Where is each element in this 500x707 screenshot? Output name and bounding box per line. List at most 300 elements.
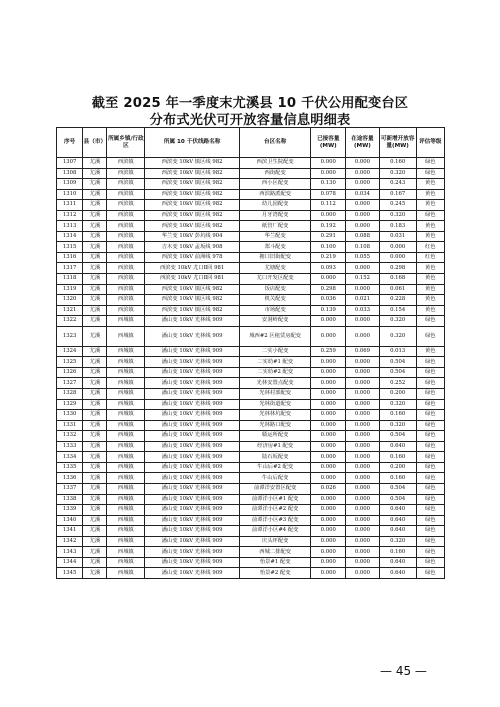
area-name-cell: 光林街道配变: [239, 399, 311, 410]
line-name-cell: 西滨变 10kV 镇区线 982: [145, 189, 240, 200]
available-capacity-cell: 0.000: [379, 242, 416, 253]
connected-capacity-cell: 0.000: [311, 420, 346, 431]
pending-capacity-cell: 0.000: [346, 179, 380, 190]
grade-cell: 黄色: [416, 263, 444, 274]
available-capacity-cell: 0.160: [379, 410, 416, 421]
page-number: — 45 —: [380, 664, 427, 678]
line-name-cell: 潘山变 10kV 光林线 909: [145, 483, 240, 494]
area-name-cell: 光林林坑配变: [239, 410, 311, 421]
available-capacity-cell: 0.640: [379, 505, 416, 516]
available-capacity-cell: 0.000: [379, 252, 416, 263]
table-row: [57, 168, 445, 179]
line-name-cell: 潘山变 10kV 光林线 909: [145, 526, 240, 537]
pending-capacity-cell: 0.000: [346, 326, 380, 346]
row-number: 1332: [57, 431, 83, 442]
county-cell: 尤溪: [83, 568, 107, 579]
county-cell: 尤溪: [83, 168, 107, 179]
town-cell: 西滨镇: [107, 274, 145, 285]
town-cell: 西滨镇: [107, 221, 145, 232]
area-name-cell: 庆头坪配变: [239, 536, 311, 547]
table-row: [57, 210, 445, 221]
line-name-cell: 潘山变 10kV 光林线 909: [145, 346, 240, 357]
table-row: [57, 242, 445, 253]
table-row: [57, 158, 445, 169]
connected-capacity-cell: 0.100: [311, 242, 346, 253]
table-row: [57, 357, 445, 368]
line-name-cell: 西滨变 10kV 镇区线 982: [145, 179, 240, 190]
area-name-cell: 机关配变: [239, 295, 311, 306]
pending-capacity-cell: 0.000: [346, 389, 380, 400]
row-number: 1323: [57, 326, 83, 346]
pending-capacity-cell: 0.034: [346, 189, 380, 200]
table-row: [57, 367, 445, 378]
line-name-cell: 潘山变 10kV 光林线 909: [145, 547, 240, 558]
connected-capacity-cell: 0.000: [311, 378, 346, 389]
connected-capacity-cell: 0.000: [311, 389, 346, 400]
connected-capacity-cell: 0.000: [311, 494, 346, 505]
county-cell: 尤溪: [83, 326, 107, 346]
town-cell: 西城镇: [107, 494, 145, 505]
county-cell: 尤溪: [83, 189, 107, 200]
town-cell: 西城镇: [107, 326, 145, 346]
row-number: 1334: [57, 452, 83, 463]
area-name-cell: 牛山后配变: [239, 473, 311, 484]
line-name-cell: 潘山变 10kV 光林线 909: [145, 536, 240, 547]
county-cell: 尤溪: [83, 242, 107, 253]
available-capacity-cell: 0.504: [379, 431, 416, 442]
available-capacity-cell: 0.160: [379, 473, 416, 484]
row-number: 1326: [57, 367, 83, 378]
grade-cell: 绿色: [416, 389, 444, 400]
line-name-cell: 潘山变 10kV 光林线 909: [145, 494, 240, 505]
pending-capacity-cell: 0.000: [346, 420, 380, 431]
table-row: [57, 389, 445, 400]
row-number: 1343: [57, 547, 83, 558]
grade-cell: 绿色: [416, 568, 444, 579]
grade-cell: 黄色: [416, 274, 444, 285]
available-capacity-cell: 0.504: [379, 494, 416, 505]
town-cell: 西滨镇: [107, 284, 145, 295]
connected-capacity-cell: 0.000: [311, 452, 346, 463]
table-row: [57, 452, 445, 463]
pending-capacity-cell: 0.152: [346, 274, 380, 285]
line-name-cell: 潘山变 10kV 光林线 909: [145, 452, 240, 463]
town-cell: 西滨镇: [107, 158, 145, 169]
county-cell: 尤溪: [83, 357, 107, 368]
grade-cell: 绿色: [416, 452, 444, 463]
area-name-cell: 西街配变: [239, 168, 311, 179]
grade-cell: 绿色: [416, 410, 444, 421]
row-number: 1327: [57, 378, 83, 389]
line-name-cell: 西滨变 10kV 镇区线 982: [145, 305, 240, 316]
pending-capacity-cell: 0.000: [346, 168, 380, 179]
line-name-cell: 西滨变 10kV 镇区线 982: [145, 284, 240, 295]
area-name-cell: 月牙湾配变: [239, 210, 311, 221]
line-name-cell: 西滨变 10kV 镇区线 982: [145, 158, 240, 169]
available-capacity-cell: 0.200: [379, 389, 416, 400]
pending-capacity-cell: 0.000: [346, 410, 380, 421]
table-row: [57, 536, 445, 547]
available-capacity-cell: 0.320: [379, 326, 416, 346]
table-header-row: [57, 128, 445, 158]
pending-capacity-cell: 0.000: [346, 263, 380, 274]
grade-cell: 绿色: [416, 367, 444, 378]
header-cell: 台区名称: [239, 128, 311, 158]
line-name-cell: 西滨变 10kV 镇区线 982: [145, 168, 240, 179]
area-name-cell: 前谭洋安置区配变: [239, 483, 311, 494]
row-number: 1340: [57, 515, 83, 526]
grade-cell: 黄色: [416, 179, 444, 190]
grade-cell: 红色: [416, 252, 444, 263]
row-number: 1339: [57, 505, 83, 516]
area-name-cell: 光林路口配变: [239, 420, 311, 431]
table-row: [57, 410, 445, 421]
line-name-cell: 潘山变 10kV 光林线 909: [145, 431, 240, 442]
area-name-cell: 光林安置点配变: [239, 378, 311, 389]
town-cell: 西城镇: [107, 483, 145, 494]
grade-cell: 绿色: [416, 431, 444, 442]
area-name-cell: 二实小配变: [239, 346, 311, 357]
table-row: [57, 326, 445, 346]
grade-cell: 绿色: [416, 473, 444, 484]
connected-capacity-cell: 0.078: [311, 189, 346, 200]
available-capacity-cell: 0.160: [379, 547, 416, 558]
line-name-cell: 华兰变 10kV 彭坑线 904: [145, 231, 240, 242]
available-capacity-cell: 0.320: [379, 536, 416, 547]
table-row: [57, 568, 445, 579]
row-number: 1312: [57, 210, 83, 221]
line-name-cell: 西滨变 10kV 镇区线 982: [145, 200, 240, 211]
town-cell: 西城镇: [107, 399, 145, 410]
header-cell: 所属乡镇/行政区: [107, 128, 145, 158]
line-name-cell: 潘山变 10kV 光林线 909: [145, 505, 240, 516]
row-number: 1328: [57, 389, 83, 400]
town-cell: 西城镇: [107, 515, 145, 526]
grade-cell: 绿色: [416, 536, 444, 547]
line-name-cell: 潘山变 10kV 光林线 909: [145, 473, 240, 484]
connected-capacity-cell: 0.259: [311, 346, 346, 357]
available-capacity-cell: 0.228: [379, 295, 416, 306]
grade-cell: 黄色: [416, 295, 444, 306]
available-capacity-cell: 0.245: [379, 200, 416, 211]
pending-capacity-cell: 0.088: [346, 231, 380, 242]
pending-capacity-cell: 0.000: [346, 483, 380, 494]
grade-cell: 黄色: [416, 189, 444, 200]
row-number: 1325: [57, 357, 83, 368]
table-row: [57, 378, 445, 389]
county-cell: 尤溪: [83, 274, 107, 285]
county-cell: 尤溪: [83, 526, 107, 537]
table-row: [57, 505, 445, 516]
connected-capacity-cell: 0.000: [311, 505, 346, 516]
line-name-cell: 西滨变 10kV 前洲线 978: [145, 252, 240, 263]
line-name-cell: 潘山变 10kV 光林线 909: [145, 399, 240, 410]
area-name-cell: 城西#2 区租赁房配变: [239, 326, 311, 346]
connected-capacity-cell: 0.000: [311, 441, 346, 452]
connected-capacity-cell: 0.000: [311, 410, 346, 421]
row-number: 1309: [57, 179, 83, 190]
pending-capacity-cell: 0.000: [346, 221, 380, 232]
table-row: [57, 274, 445, 285]
row-number: 1344: [57, 557, 83, 568]
connected-capacity-cell: 0.000: [311, 316, 346, 327]
row-number: 1341: [57, 526, 83, 537]
pending-capacity-cell: 0.000: [346, 367, 380, 378]
line-name-cell: 潘山变 10kV 光林线 909: [145, 316, 240, 327]
grade-cell: 绿色: [416, 357, 444, 368]
connected-capacity-cell: 0.298: [311, 284, 346, 295]
row-number: 1310: [57, 189, 83, 200]
grade-cell: 黄色: [416, 231, 444, 242]
grade-cell: 绿色: [416, 441, 444, 452]
pending-capacity-cell: 0.033: [346, 305, 380, 316]
line-name-cell: 西滨变 10kV 镇区线 982: [145, 221, 240, 232]
table-row: [57, 420, 445, 431]
row-number: 1324: [57, 346, 83, 357]
available-capacity-cell: 0.640: [379, 526, 416, 537]
header-cell: 序号: [57, 128, 83, 158]
connected-capacity-cell: 0.192: [311, 221, 346, 232]
county-cell: 尤溪: [83, 505, 107, 516]
connected-capacity-cell: 0.000: [311, 158, 346, 169]
available-capacity-cell: 0.168: [379, 274, 416, 285]
connected-capacity-cell: 0.000: [311, 515, 346, 526]
area-name-cell: 赣运所配变: [239, 431, 311, 442]
area-name-cell: 西滨卫生院配变: [239, 158, 311, 169]
connected-capacity-cell: 0.139: [311, 305, 346, 316]
grade-cell: 绿色: [416, 462, 444, 473]
table-row: [57, 189, 445, 200]
pending-capacity-cell: 0.000: [346, 431, 380, 442]
pending-capacity-cell: 0.000: [346, 557, 380, 568]
county-cell: 尤溪: [83, 420, 107, 431]
grade-cell: 黄色: [416, 221, 444, 232]
town-cell: 西城镇: [107, 420, 145, 431]
available-capacity-cell: 0.061: [379, 284, 416, 295]
county-cell: 尤溪: [83, 557, 107, 568]
pending-capacity-cell: 0.000: [346, 568, 380, 579]
row-number: 1330: [57, 410, 83, 421]
connected-capacity-cell: 0.036: [311, 295, 346, 306]
town-cell: 西城镇: [107, 473, 145, 484]
pending-capacity-cell: 0.000: [346, 526, 380, 537]
table-row: [57, 221, 445, 232]
available-capacity-cell: 0.640: [379, 568, 416, 579]
grade-cell: 黄色: [416, 284, 444, 295]
connected-capacity-cell: 0.000: [311, 473, 346, 484]
available-capacity-cell: 0.154: [379, 305, 416, 316]
line-name-cell: 潘山变 10kV 光林线 909: [145, 441, 240, 452]
row-number: 1317: [57, 263, 83, 274]
county-cell: 尤溪: [83, 483, 107, 494]
town-cell: 西滨镇: [107, 210, 145, 221]
area-name-cell: 西城二排配变: [239, 547, 311, 558]
available-capacity-cell: 0.320: [379, 316, 416, 327]
county-cell: 尤溪: [83, 473, 107, 484]
pending-capacity-cell: 0.000: [346, 378, 380, 389]
county-cell: 尤溪: [83, 158, 107, 169]
pending-capacity-cell: 0.021: [346, 295, 380, 306]
county-cell: 尤溪: [83, 221, 107, 232]
table-row: [57, 295, 445, 306]
line-name-cell: 潘山变 10kV 光林线 909: [145, 462, 240, 473]
town-cell: 西城镇: [107, 536, 145, 547]
page-title: 截至 2025 年一季度末尤溪县 10 千伏公用配变台区: [91, 96, 409, 111]
pending-capacity-cell: 0.000: [346, 515, 380, 526]
row-number: 1329: [57, 399, 83, 410]
available-capacity-cell: 0.243: [379, 179, 416, 190]
grade-cell: 绿色: [416, 547, 444, 558]
table-row: [57, 483, 445, 494]
connected-capacity-cell: 0.000: [311, 557, 346, 568]
line-name-cell: 潘山变 10kV 光林线 909: [145, 568, 240, 579]
pending-capacity-cell: 0.000: [346, 357, 380, 368]
line-name-cell: 潘山变 10kV 光林线 909: [145, 357, 240, 368]
county-cell: 尤溪: [83, 441, 107, 452]
town-cell: 西城镇: [107, 389, 145, 400]
connected-capacity-cell: 0.000: [311, 357, 346, 368]
area-name-cell: 拥口旧街配变: [239, 252, 311, 263]
connected-capacity-cell: 0.026: [311, 483, 346, 494]
pending-capacity-cell: 0.000: [346, 547, 380, 558]
county-cell: 尤溪: [83, 462, 107, 473]
table-row: [57, 431, 445, 442]
county-cell: 尤溪: [83, 410, 107, 421]
available-capacity-cell: 0.640: [379, 441, 416, 452]
grade-cell: 绿色: [416, 210, 444, 221]
connected-capacity-cell: 0.000: [311, 367, 346, 378]
town-cell: 西城镇: [107, 431, 145, 442]
available-capacity-cell: 0.160: [379, 158, 416, 169]
county-cell: 尤溪: [83, 515, 107, 526]
town-cell: 西滨镇: [107, 231, 145, 242]
pending-capacity-cell: 0.055: [346, 252, 380, 263]
pending-capacity-cell: 0.000: [346, 452, 380, 463]
town-cell: 西城镇: [107, 462, 145, 473]
area-name-cell: 二实幼#2 配变: [239, 367, 311, 378]
area-name-cell: 怡景#1 配变: [239, 557, 311, 568]
grade-cell: 绿色: [416, 158, 444, 169]
area-name-cell: 安洞岭配变: [239, 316, 311, 327]
area-name-cell: 牛山后#2 配变: [239, 462, 311, 473]
grade-cell: 绿色: [416, 168, 444, 179]
pending-capacity-cell: 0.000: [346, 200, 380, 211]
connected-capacity-cell: 0.093: [311, 263, 346, 274]
town-cell: 西城镇: [107, 367, 145, 378]
table-row: [57, 305, 445, 316]
grade-cell: 黄色: [416, 346, 444, 357]
connected-capacity-cell: 0.000: [311, 568, 346, 579]
line-name-cell: 潘山变 10kV 光林线 909: [145, 378, 240, 389]
grade-cell: 绿色: [416, 483, 444, 494]
town-cell: 西滨镇: [107, 189, 145, 200]
grade-cell: 绿色: [416, 399, 444, 410]
town-cell: 西城镇: [107, 547, 145, 558]
header-cell: 县（市）: [83, 128, 107, 158]
pending-capacity-cell: 0.000: [346, 399, 380, 410]
area-name-cell: 郑斗配变: [239, 242, 311, 253]
grade-cell: 绿色: [416, 494, 444, 505]
county-cell: 尤溪: [83, 536, 107, 547]
table-body: [57, 158, 445, 579]
pending-capacity-cell: 0.069: [346, 346, 380, 357]
row-number: 1314: [57, 231, 83, 242]
row-number: 1308: [57, 168, 83, 179]
pending-capacity-cell: 0.000: [346, 494, 380, 505]
town-cell: 西城镇: [107, 346, 145, 357]
area-name-cell: 饭店配变: [239, 284, 311, 295]
area-name-cell: 二实幼#1 配变: [239, 357, 311, 368]
row-number: 1338: [57, 494, 83, 505]
area-name-cell: 西小区配变: [239, 179, 311, 190]
county-cell: 尤溪: [83, 284, 107, 295]
available-capacity-cell: 0.504: [379, 357, 416, 368]
town-cell: 西城镇: [107, 441, 145, 452]
grade-cell: 红色: [416, 242, 444, 253]
town-cell: 西滨镇: [107, 295, 145, 306]
line-name-cell: 西滨变 10kV 镇区线 982: [145, 210, 240, 221]
town-cell: 西滨镇: [107, 305, 145, 316]
row-number: 1336: [57, 473, 83, 484]
grade-cell: 绿色: [416, 316, 444, 327]
line-name-cell: 潘山变 10kV 光林线 909: [145, 389, 240, 400]
town-cell: 西城镇: [107, 526, 145, 537]
header-cell: 所属 10 千伏线路名称: [145, 128, 240, 158]
grade-cell: 绿色: [416, 420, 444, 431]
town-cell: 西城镇: [107, 410, 145, 421]
area-name-cell: 尤口开发区配变: [239, 274, 311, 285]
available-capacity-cell: 0.183: [379, 221, 416, 232]
pending-capacity-cell: 0.000: [346, 505, 380, 516]
header-cell: 可新增开放容量(MW): [379, 128, 416, 158]
county-cell: 尤溪: [83, 367, 107, 378]
county-cell: 尤溪: [83, 263, 107, 274]
county-cell: 尤溪: [83, 547, 107, 558]
row-number: 1333: [57, 441, 83, 452]
pending-capacity-cell: 0.000: [346, 316, 380, 327]
town-cell: 西滨镇: [107, 168, 145, 179]
area-name-cell: 尤塘配变: [239, 263, 311, 274]
available-capacity-cell: 0.013: [379, 346, 416, 357]
county-cell: 尤溪: [83, 231, 107, 242]
area-name-cell: 前谭洋小区#4 配变: [239, 526, 311, 537]
table-row: [57, 515, 445, 526]
grade-cell: 黄色: [416, 305, 444, 316]
line-name-cell: 潘山变 10kV 光林线 909: [145, 410, 240, 421]
page-subtitle: 分布式光伏可开放容量信息明细表: [149, 113, 351, 128]
line-name-cell: 潘山变 10kV 光林线 909: [145, 557, 240, 568]
available-capacity-cell: 0.167: [379, 189, 416, 200]
table-row: [57, 547, 445, 558]
row-number: 1318: [57, 274, 83, 285]
town-cell: 西滨镇: [107, 179, 145, 190]
town-cell: 西城镇: [107, 568, 145, 579]
connected-capacity-cell: 0.000: [311, 274, 346, 285]
row-number: 1307: [57, 158, 83, 169]
table-row: [57, 284, 445, 295]
available-capacity-cell: 0.320: [379, 168, 416, 179]
area-name-cell: 西滨路派配变: [239, 189, 311, 200]
area-name-cell: 前谭洋小区#3 配变: [239, 515, 311, 526]
area-name-cell: 陆石坂配变: [239, 452, 311, 463]
available-capacity-cell: 0.640: [379, 515, 416, 526]
grade-cell: 绿色: [416, 557, 444, 568]
row-number: 1320: [57, 295, 83, 306]
town-cell: 西滨镇: [107, 242, 145, 253]
connected-capacity-cell: 0.000: [311, 168, 346, 179]
table-row: [57, 494, 445, 505]
county-cell: 尤溪: [83, 316, 107, 327]
